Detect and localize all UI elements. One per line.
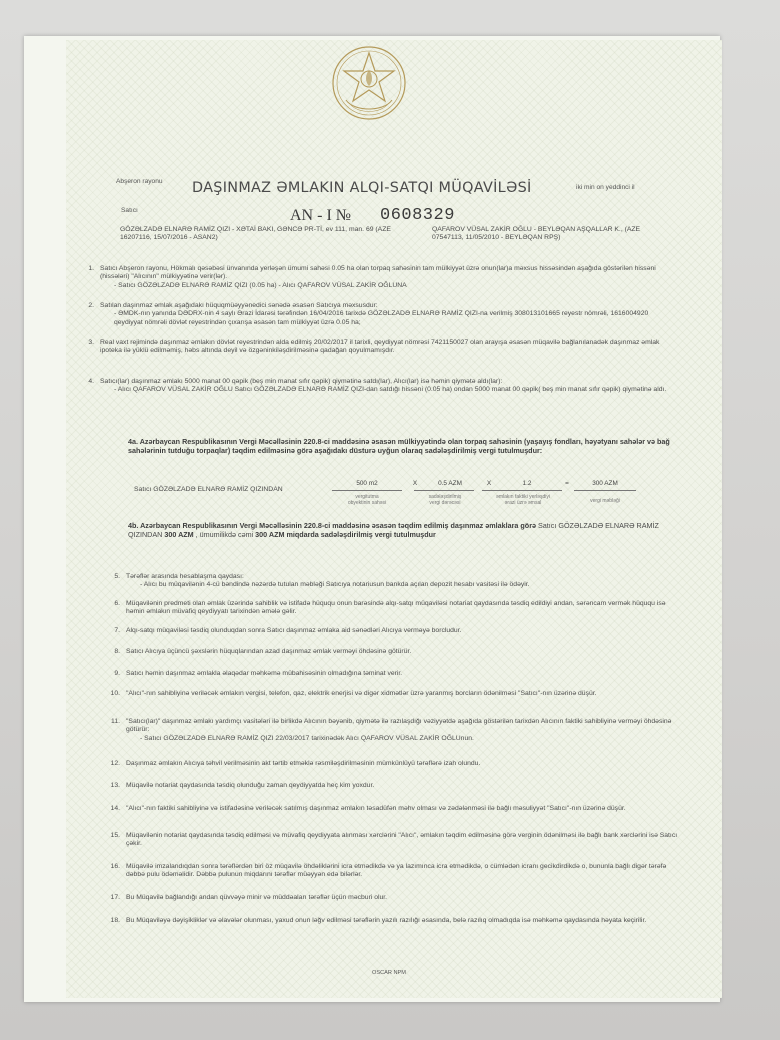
seller-details: GÖZƏLZADƏ ELNARƏ RAMİZ QIZI - XƏTAİ BAKI, GƏNCƏ PR-Tİ, ev 111, man. 69 (AZE 16207116, 15/07/2016 - ASAN2) (120, 226, 391, 242)
clause-sub: - Satıcı GÖZƏLZADƏ ELNARƏ RAMİZ QIZI (0.05 ha) - Alıcı QAFAROV VÜSAL ZAKİR OĞLUNA (114, 281, 407, 289)
caption-coef: əmlakın faktiki yerləşdiyi ərazi üzrə əmsal (496, 494, 550, 506)
clause-11: 11. "Satıcı(lar)" daşınmaz əmlakı yardımçı vasitələri ilə birlikdə Alıcının bəyənib, qiymətə ilə razılaşdığı vəziyyətdə aşağıda göstərilən tarixdən Alıcının faktiki sahibliyinə verməyi öhdəsinə götürür: - Satıcı GÖZƏLZADƏ ELNARƏ RAMİZ QIZI 22/03/2017 tarixinədək Alıcı QAFAROV VÜSAL ZAKİR OĞLUnun. (111, 718, 672, 742)
clause-number: 4. (88, 378, 94, 385)
tax-op-eq: = (565, 480, 569, 487)
clause-text: Satılan daşınmaz əmlak aşağıdakı hüquqmüəyyənedici sənədə əsasən Satıcıya məxsusdur: (100, 302, 378, 309)
clause-3 (88, 339, 676, 356)
seller-label: Satıcı (121, 207, 138, 214)
clause-17: 17. Bu Müqavilə bağlandığı andan qüvvəyə minir və müddəaları tərəflər üçün məcburi olur. (110, 894, 388, 901)
tax-coef: 1.2 (522, 480, 532, 487)
clause-1 (88, 265, 676, 290)
tax-op-x2: X (486, 480, 492, 487)
clause-number: 1. (88, 265, 94, 272)
clause-15: 15. Müqavilənin notariat qaydasında təsdiq edilməsi və müvafiq qeydiyyata alınması xərclərini "Alıcı", əmlakın təqdim edilməsinə görə verginin ödənilməsi ilə bağlı bank xərclərini isə Satıcı çəkir. (110, 832, 678, 848)
clause-10: 10. "Alıcı"-nın sahibliyinə veriləcək əmlakın vergisi, telefon, qaz, elektrik enerjisi və digər xidmətlər üzrə yaranmış borcların ödənilməsi "Satıcı"-nın üzərinə düşür. (110, 690, 597, 697)
tax-payer: Satıcı GÖZƏLZADƏ ELNARƏ RAMİZ QIZINDAN (134, 486, 283, 493)
clause-9: 9. Satıcı həmin daşınmaz əmlakla əlaqədar məhkəmə mübahisəsinin olmadığına təminat verir. (114, 670, 403, 677)
clause-6: 6. Müqavilənin predmeti olan əmlak üzərində sahiblik və istifadə hüququ onun barəsində alqı-satqı müqaviləsi notariat qaydasında təsdiq edildiyi andan, sərəncam vermək hüququ isə həmin əmlakın müvafiq qeydiyyatı tarixindən əmələ gəlir. (114, 600, 666, 616)
caption-total: vergi məbləği (590, 498, 620, 504)
underline (332, 490, 402, 491)
underline (414, 490, 474, 491)
serial-number: 0608329 (380, 206, 455, 225)
clause-8: 8. Satıcı Alıcıya üçüncü şəxslərin hüquqlarından azad daşınmaz əmlak verməyi öhdəsinə götürür. (114, 648, 412, 655)
underline (574, 490, 636, 491)
clause-number: 2. (88, 302, 94, 309)
clause-sub: - ƏMDK-nın yanında DƏDRX-nin 4 saylı Ərazi İdarəsi tərəfindən 16/04/2016 tarixdə GÖZƏLZADƏ ELNARƏ RAMİZ QIZI-na verilmiş 308013101665 reyestr nömrəli, 1616004920 qeydiyyat nömrəli dövlət reyestrindən çıxarışa əsasən tam mülkiyyət üzrə 0.05 ha; (114, 310, 649, 326)
clause-14: 14. "Alıcı"-nın faktiki sahibliyinə və istifadəsinə veriləcək satılmış daşınmaz əmlakın təsadüfən məhv olması və zədələnməsi ilə bağlı məsuliyyət "Satıcı"-nın üzərinə düşür. (110, 805, 626, 812)
clause-16: 16. Müqavilə imzalandıqdan sonra tərəflərdən biri öz müqavilə öhdəliklərini icra etmədikdə və ya lazımınca icra etmədikdə, o cümlədən icranı gecikdirdikdə o, bununla bağlı digər tərəfə dəbbə pulu ödəməlidir. Dəbbə pulunun miqdarını tərəflər müəyyən edə bilərlər. (110, 863, 667, 879)
clause-5: 5. Tərəflər arasında hesablaşma qaydası: - Alıcı bu müqavilənin 4-cü bəndində nəzərdə tutulan məbləği Satıcıya notariusun bankda açılan depozit hesabı vasitəsi ilə ödəyir. (114, 573, 530, 589)
footer-mark: OSCAR NPM (372, 970, 406, 976)
region-label: Abşeron rayonu (116, 178, 163, 185)
clause-7: 7. Alqı-satqı müqaviləsi təsdiq olunduqdan sonra Satıcı daşınmaz əmlaka aid sənədləri Alıcıya verməyə borcludur. (114, 627, 462, 634)
caption-area: vergitutma obyektinin sahəsi (347, 494, 387, 506)
clause-sub: - Alıcı QAFAROV VÜSAL ZAKİR OĞLU Satıcı GÖZƏLZADƏ ELNARƏ RAMİZ QIZI-dan satdığı hissəni (0.05 ha) ondan 5000 manat 00 qəpik( beş min manat sıfır qəpik) qiymətinə aldı. (114, 386, 667, 394)
tax-rate: 0.5 AZM (438, 480, 462, 487)
tax-total: 300 AZM (592, 480, 618, 487)
underline (482, 490, 562, 491)
date-text: iki min on yeddinci il (576, 184, 635, 191)
clause-number: 3. (88, 339, 94, 346)
buyer-details: QAFAROV VÜSAL ZAKİR OĞLU - BEYLƏQAN AŞQALLAR K., (AZE 07547113, 11/05/2010 - BEYLƏQAN RPŞ) (432, 226, 641, 242)
clause-text: Satıcı Abşeron rayonu, Hökmalı qəsəbəsi ünvanında yerləşən ümumi sahəsi 0.05 ha olan torpaq sahəsinin tam mülkiyyət üzrə onun(lar)a məxsus hissəsindən aşağıda göstərilən hissəni (hissələri) "Alıcının" mülkiyyətinə verir(lər). (100, 265, 656, 281)
clause-13: 13. Müqavilə notariat qaydasında təsdiq olunduğu zaman qeydiyyatda heç kim yoxdur. (110, 782, 375, 789)
document-title: DAŞINMAZ ƏMLAKIN ALQI-SATQI MÜQAVİLƏSİ (192, 180, 532, 196)
clause-text: Real vaxt rejimində daşınmaz əmlakın dövlət reyestrindən alda edilmiş 20/02/2017 il tarixli, qeydiyyat nömrəsi 7421150027 olan arayışa əsasən müqavilə bağlanılanadək daşınmaz əmlak ipoteka ilə yüklü edilməmiş, həbs altında deyil və özgəninkiləşdirilməsinə qadağan qoyulmamışdır. (100, 339, 660, 355)
clause-18: 18. Bu Müqaviləyə dəyişikliklər və əlavələr olunması, yaxud onun ləğv edilməsi tərəflərin yazılı razılığı əsasında, belə razılıq olmadıqda isə məhkəmə qaydasında həyata keçirilir. (110, 917, 647, 924)
tax-area: 500 m2 (356, 480, 378, 487)
tax-op-x1: X (412, 480, 418, 487)
clause-text: Satıcı(lar) daşınmaz əmlakı 5000 manat 00 qəpik (beş min manat sıfır qəpik) qiymətinə satdı(lar), Alıcı(lar) isə həmin qiymətə aldı(lar): (100, 378, 503, 385)
coat-of-arms-emblem-icon (330, 44, 408, 122)
serial-prefix: AN - I № (290, 207, 352, 224)
caption-rate: sadələşdirilmiş vergi dərəcəsi (428, 494, 462, 506)
tax-paragraph-4a: 4a. Azərbaycan Respublikasının Vergi Məcəlləsinin 220.8-ci maddəsinə əsasən mülkiyyətində olan torpaq sahəsinin (yaşayış fondları, həyətyanı sahələr və bağ sahələrinin tutduğu torpaqlar) təqdim edilməsinə görə aşağıdakı düsturə uyğun olaraq sadələşdirilmiş vergi tutulmuşdur: (128, 437, 670, 456)
clause-12: 12. Daşınmaz əmlakın Alıcıya təhvil verilməsinin akt tərtib etməklə rəsmiləşdirilməsinin mümkünlüyü tərəflərə izah olundu. (110, 760, 481, 767)
clause-2 (88, 302, 676, 327)
clause-4 (88, 378, 676, 395)
tax-paragraph-4b: 4b. Azərbaycan Respublikasının Vergi Məcəlləsinin 220.8-ci maddəsinə əsasən təqdim edilmiş daşınmaz əmlaklara görə Satıcı GÖZƏLZADƏ ELNARƏ RAMİZ QIZINDAN 300 AZM , ümumilikdə cəmi 300 AZM miqdarda sadələşdirilmiş vergi tutulmuşdur (128, 521, 659, 540)
